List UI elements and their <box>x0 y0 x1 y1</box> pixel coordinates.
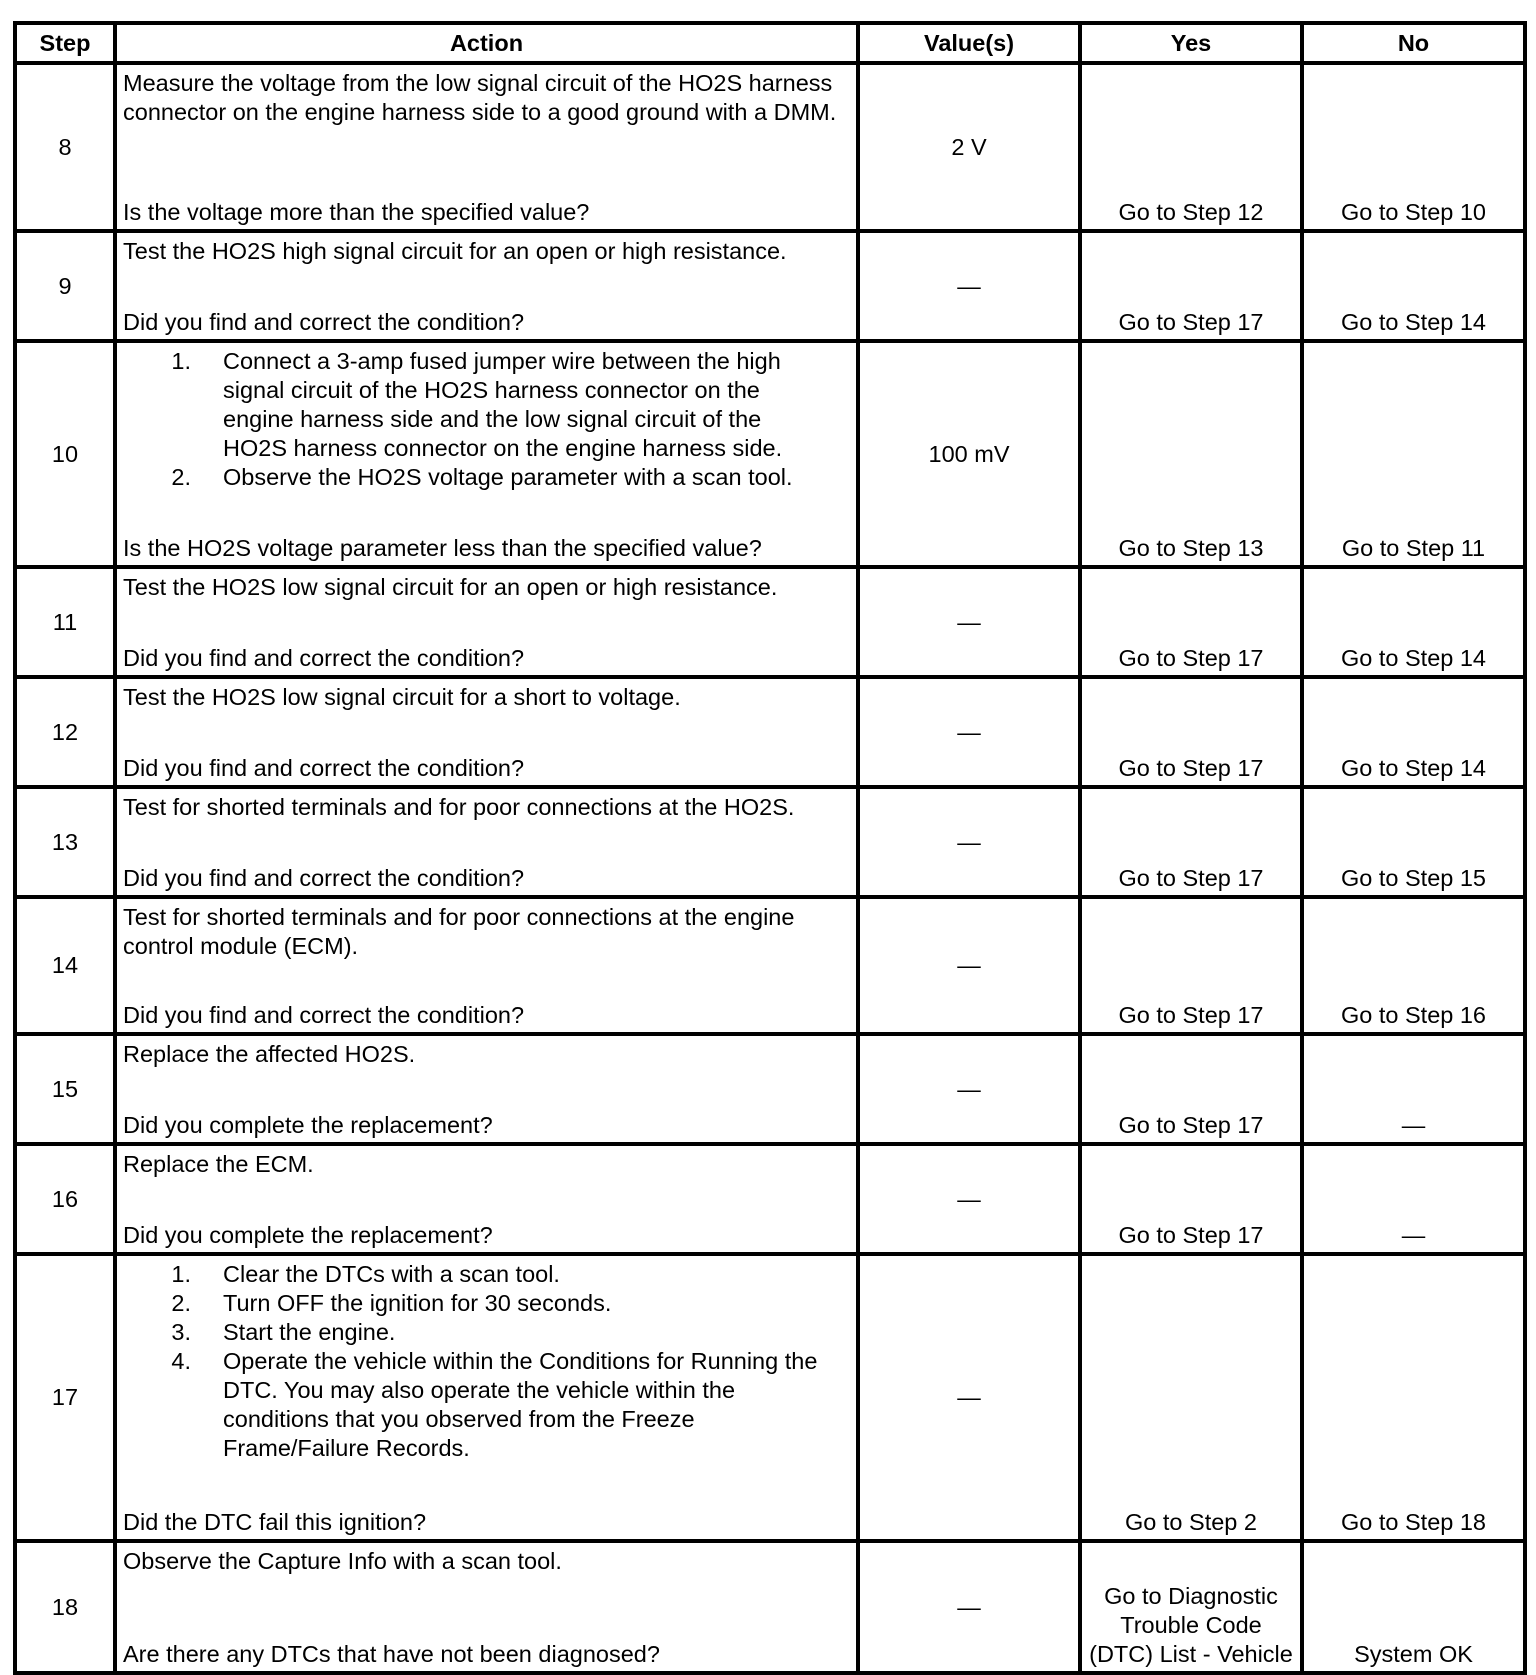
no-action-text: System OK <box>1354 1641 1473 1667</box>
no-cell <box>1302 677 1525 787</box>
action-instruction: Test the HO2S high signal circuit for an open or high resistance. <box>123 238 787 264</box>
action-step-item <box>123 1347 850 1463</box>
action-cell <box>115 677 858 787</box>
value-cell: — <box>858 567 1080 677</box>
no-cell <box>1302 1034 1525 1144</box>
yes-cell <box>1080 1034 1302 1144</box>
action-step-text: Observe the HO2S voltage parameter with a scan tool. <box>223 464 793 490</box>
no-cell <box>1302 1254 1525 1541</box>
action-step-text: Connect a 3-amp fused jumper wire between the high signal circuit of the HO2S harness connector on the engine harness side and the low signal circuit of the HO2S harness connector on the engine harness side. <box>223 348 783 461</box>
action-step-text: Clear the DTCs with a scan tool. <box>223 1261 560 1287</box>
no-action-text: Go to Step 14 <box>1340 755 1487 781</box>
action-question: Did you find and correct the condition? <box>123 645 525 671</box>
value-cell: 2 V <box>858 63 1080 231</box>
table-row <box>15 567 1525 677</box>
no-action-text: Go to Step 15 <box>1340 865 1487 891</box>
action-question: Is the voltage more than the specified value? <box>123 199 590 225</box>
yes-cell <box>1080 1144 1302 1254</box>
header-values: Value(s) <box>858 23 1080 63</box>
action-cell <box>115 231 858 341</box>
action-question: Did you find and correct the condition? <box>123 309 525 335</box>
step-number: 15 <box>15 1034 115 1144</box>
table-row <box>15 897 1525 1034</box>
no-cell <box>1302 341 1525 567</box>
table-row <box>15 231 1525 341</box>
action-step-number: 1. <box>171 1261 191 1287</box>
yes-cell <box>1080 677 1302 787</box>
value-cell: — <box>858 787 1080 897</box>
action-question: Did you find and correct the condition? <box>123 755 525 781</box>
action-step-text: Operate the vehicle within the Conditions for Running the DTC. You may also operate the vehicle within the conditions that you observed from the Freeze Frame/Failure Records. <box>223 1348 818 1461</box>
yes-cell <box>1080 567 1302 677</box>
no-action-text: — <box>1401 1222 1426 1248</box>
step-number: 13 <box>15 787 115 897</box>
no-action-text: Go to Step 14 <box>1340 645 1487 671</box>
yes-cell <box>1080 897 1302 1034</box>
yes-cell <box>1080 1541 1302 1673</box>
action-step-number: 2. <box>171 1290 191 1316</box>
value-cell: — <box>858 897 1080 1034</box>
action-step-list <box>123 347 850 492</box>
action-question: Did you find and correct the condition? <box>123 1002 525 1028</box>
action-instruction: Test the HO2S low signal circuit for an open or high resistance. <box>123 574 778 600</box>
no-action-text: Go to Step 14 <box>1340 309 1487 335</box>
yes-action-text: Go to Step 13 <box>1118 535 1264 561</box>
action-instruction: Observe the Capture Info with a scan tool. <box>123 1548 562 1574</box>
action-instruction: Test for shorted terminals and for poor connections at the engine control module (ECM). <box>123 904 795 959</box>
header-step: Step <box>15 23 115 63</box>
yes-action-text: Go to Diagnostic Trouble Code (DTC) List - Vehicle <box>1089 1583 1293 1667</box>
table-row <box>15 1541 1525 1673</box>
action-question: Did you complete the replacement? <box>123 1112 493 1138</box>
value-cell: — <box>858 1254 1080 1541</box>
step-number: 17 <box>15 1254 115 1541</box>
header-no: No <box>1302 23 1525 63</box>
diagnostic-table <box>13 21 1527 1675</box>
no-cell <box>1302 567 1525 677</box>
step-number: 12 <box>15 677 115 787</box>
table-row <box>15 677 1525 787</box>
yes-action-text: Go to Step 17 <box>1118 1222 1264 1248</box>
action-cell <box>115 341 858 567</box>
yes-action-text: Go to Step 2 <box>1125 1509 1257 1535</box>
action-instruction: Measure the voltage from the low signal circuit of the HO2S harness connector on the engine harness side to a good ground with a DMM. <box>123 70 837 125</box>
yes-action-text: Go to Step 17 <box>1118 865 1264 891</box>
step-number: 18 <box>15 1541 115 1673</box>
step-number: 11 <box>15 567 115 677</box>
no-cell <box>1302 1144 1525 1254</box>
step-number: 14 <box>15 897 115 1034</box>
yes-action-text: Go to Step 12 <box>1118 199 1264 225</box>
table-row <box>15 1034 1525 1144</box>
step-number: 8 <box>15 63 115 231</box>
action-instruction: Replace the affected HO2S. <box>123 1041 416 1067</box>
step-number: 16 <box>15 1144 115 1254</box>
action-cell <box>115 897 858 1034</box>
yes-cell <box>1080 63 1302 231</box>
action-step-item <box>123 347 850 463</box>
value-cell: — <box>858 1541 1080 1673</box>
yes-action-text: Go to Step 17 <box>1118 645 1264 671</box>
value-cell: — <box>858 1144 1080 1254</box>
yes-cell <box>1080 341 1302 567</box>
action-step-text: Turn OFF the ignition for 30 seconds. <box>223 1290 612 1316</box>
no-cell <box>1302 897 1525 1034</box>
action-step-text: Start the engine. <box>223 1319 396 1345</box>
yes-cell <box>1080 787 1302 897</box>
value-cell: — <box>858 677 1080 787</box>
action-instruction: Test for shorted terminals and for poor connections at the HO2S. <box>123 794 795 820</box>
step-number: 9 <box>15 231 115 341</box>
action-step-number: 2. <box>171 464 191 490</box>
action-cell <box>115 1541 858 1673</box>
action-step-number: 4. <box>171 1348 191 1374</box>
no-cell <box>1302 231 1525 341</box>
value-cell: — <box>858 231 1080 341</box>
header-row <box>15 23 1525 63</box>
table-row <box>15 341 1525 567</box>
action-question: Did you find and correct the condition? <box>123 865 525 891</box>
action-cell <box>115 63 858 231</box>
action-instruction: Replace the ECM. <box>123 1151 314 1177</box>
table-row <box>15 1254 1525 1541</box>
no-action-text: Go to Step 18 <box>1340 1509 1487 1535</box>
yes-action-text: Go to Step 17 <box>1118 1002 1264 1028</box>
action-cell <box>115 787 858 897</box>
no-action-text: Go to Step 11 <box>1341 535 1486 561</box>
yes-cell <box>1080 1254 1302 1541</box>
header-yes: Yes <box>1080 23 1302 63</box>
yes-cell <box>1080 231 1302 341</box>
action-step-number: 1. <box>171 348 191 374</box>
no-action-text: Go to Step 16 <box>1340 1002 1487 1028</box>
no-cell <box>1302 1541 1525 1673</box>
action-step-item <box>123 1289 850 1318</box>
table-row <box>15 787 1525 897</box>
no-cell <box>1302 63 1525 231</box>
action-cell <box>115 567 858 677</box>
yes-action-text: Go to Step 17 <box>1118 1112 1264 1138</box>
action-instruction: Test the HO2S low signal circuit for a short to voltage. <box>123 684 681 710</box>
action-cell <box>115 1144 858 1254</box>
table-row <box>15 1144 1525 1254</box>
action-question: Did the DTC fail this ignition? <box>123 1509 427 1535</box>
value-cell: 100 mV <box>858 341 1080 567</box>
action-step-list <box>123 1260 850 1463</box>
action-cell <box>115 1034 858 1144</box>
action-cell <box>115 1254 858 1541</box>
action-step-item <box>123 1260 850 1289</box>
yes-action-text: Go to Step 17 <box>1118 755 1264 781</box>
value-cell: — <box>858 1034 1080 1144</box>
action-question: Is the HO2S voltage parameter less than the specified value? <box>123 535 762 561</box>
action-step-number: 3. <box>171 1319 191 1345</box>
action-step-item <box>123 1318 850 1347</box>
action-question: Did you complete the replacement? <box>123 1222 493 1248</box>
step-number: 10 <box>15 341 115 567</box>
header-action: Action <box>115 23 858 63</box>
yes-action-text: Go to Step 17 <box>1118 309 1264 335</box>
action-question: Are there any DTCs that have not been diagnosed? <box>123 1641 660 1667</box>
table-row <box>15 63 1525 231</box>
no-cell <box>1302 787 1525 897</box>
no-action-text: Go to Step 10 <box>1340 199 1487 225</box>
action-step-item <box>123 463 850 492</box>
no-action-text: — <box>1401 1112 1426 1138</box>
